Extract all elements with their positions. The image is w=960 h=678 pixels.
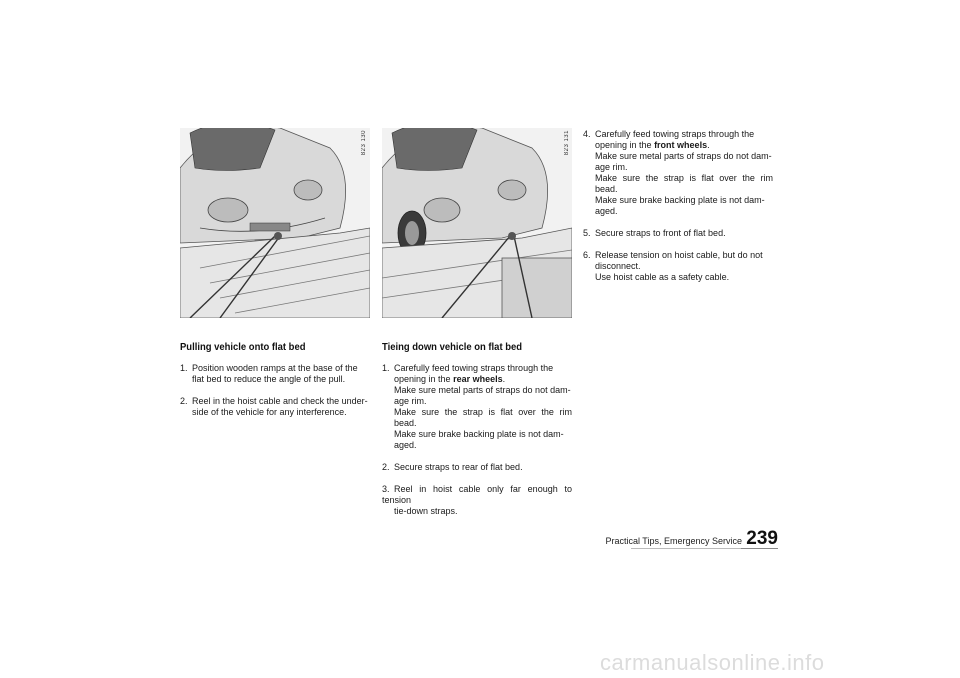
footer-divider <box>741 548 778 549</box>
figure-code: 823 130 <box>361 130 367 156</box>
item-text: Make sure metal parts of straps do not dam- <box>595 151 772 161</box>
item-text: Carefully feed towing straps through the <box>394 363 554 373</box>
item-number: 2. <box>180 396 188 406</box>
item-text: disconnect. <box>595 261 641 271</box>
item-text: Release tension on hoist cable, but do not <box>595 250 763 260</box>
item-text: flat bed to reduce the angle of the pull. <box>192 374 346 384</box>
list-item <box>382 462 572 473</box>
list-item <box>180 363 370 385</box>
item-text: Use hoist cable as a safety cable. <box>595 272 730 282</box>
item-text: Make sure the strap is flat over the rim bead. <box>595 173 773 194</box>
list-item <box>382 484 572 517</box>
item-number: 1. <box>382 363 390 373</box>
page-footer <box>593 528 778 550</box>
item-text: opening in the <box>394 374 454 384</box>
tieing-steps-rear <box>382 363 572 528</box>
item-text: tie-down straps. <box>394 506 458 516</box>
item-text: age rim. <box>394 396 427 406</box>
figure-code: 823 131 <box>564 130 570 156</box>
item-text: opening in the <box>595 140 655 150</box>
item-text: aged. <box>394 440 417 450</box>
item-text: side of the vehicle for any interference. <box>192 407 347 417</box>
item-text: Carefully feed towing straps through the <box>595 129 755 139</box>
item-number: 4. <box>583 129 591 139</box>
emphasis-rear-wheels: rear wheels <box>453 374 503 384</box>
item-number: 3. <box>382 484 390 494</box>
item-text: Make sure brake backing plate is not dam- <box>595 195 765 205</box>
tieing-steps-front <box>583 129 773 294</box>
item-text: age rim. <box>595 162 628 172</box>
footer-section-label: Practical Tips, Emergency Service <box>605 536 742 546</box>
item-text: Reel in the hoist cable and check the under- <box>192 396 368 406</box>
item-number: 2. <box>382 462 390 472</box>
footer-divider <box>631 548 741 549</box>
item-text: . <box>502 374 506 384</box>
watermark: carmanualsonline.info <box>600 650 825 675</box>
list-item <box>583 228 773 239</box>
list-item <box>382 363 572 451</box>
item-text: Make sure the strap is flat over the rim bead. <box>394 407 572 428</box>
item-number: 1. <box>180 363 188 373</box>
emphasis-front-wheels: front wheels <box>654 140 708 150</box>
item-text: . <box>707 140 710 150</box>
list-item <box>583 129 773 217</box>
illustration-car-pulled-onto-flatbed <box>180 128 370 318</box>
pulling-steps <box>180 363 370 429</box>
item-text: Reel in hoist cable only far enough to tension <box>382 484 572 505</box>
item-text: Secure straps to rear of flat bed. <box>394 462 523 472</box>
section-heading-tieing: Tieing down vehicle on flat bed <box>382 341 523 353</box>
item-number: 5. <box>583 228 591 238</box>
item-number: 6. <box>583 250 591 260</box>
list-item <box>583 250 773 283</box>
page-number: 239 <box>746 528 778 549</box>
section-heading-pulling: Pulling vehicle onto flat bed <box>180 341 306 353</box>
list-item <box>180 396 370 418</box>
item-text: aged. <box>595 206 618 216</box>
item-text: Make sure brake backing plate is not dam- <box>394 429 564 439</box>
item-text: Make sure metal parts of straps do not dam- <box>394 385 571 395</box>
item-text: Secure straps to front of flat bed. <box>595 228 726 238</box>
illustration-car-tied-down-on-flatbed <box>382 128 572 318</box>
item-text: Position wooden ramps at the base of the <box>192 363 358 373</box>
